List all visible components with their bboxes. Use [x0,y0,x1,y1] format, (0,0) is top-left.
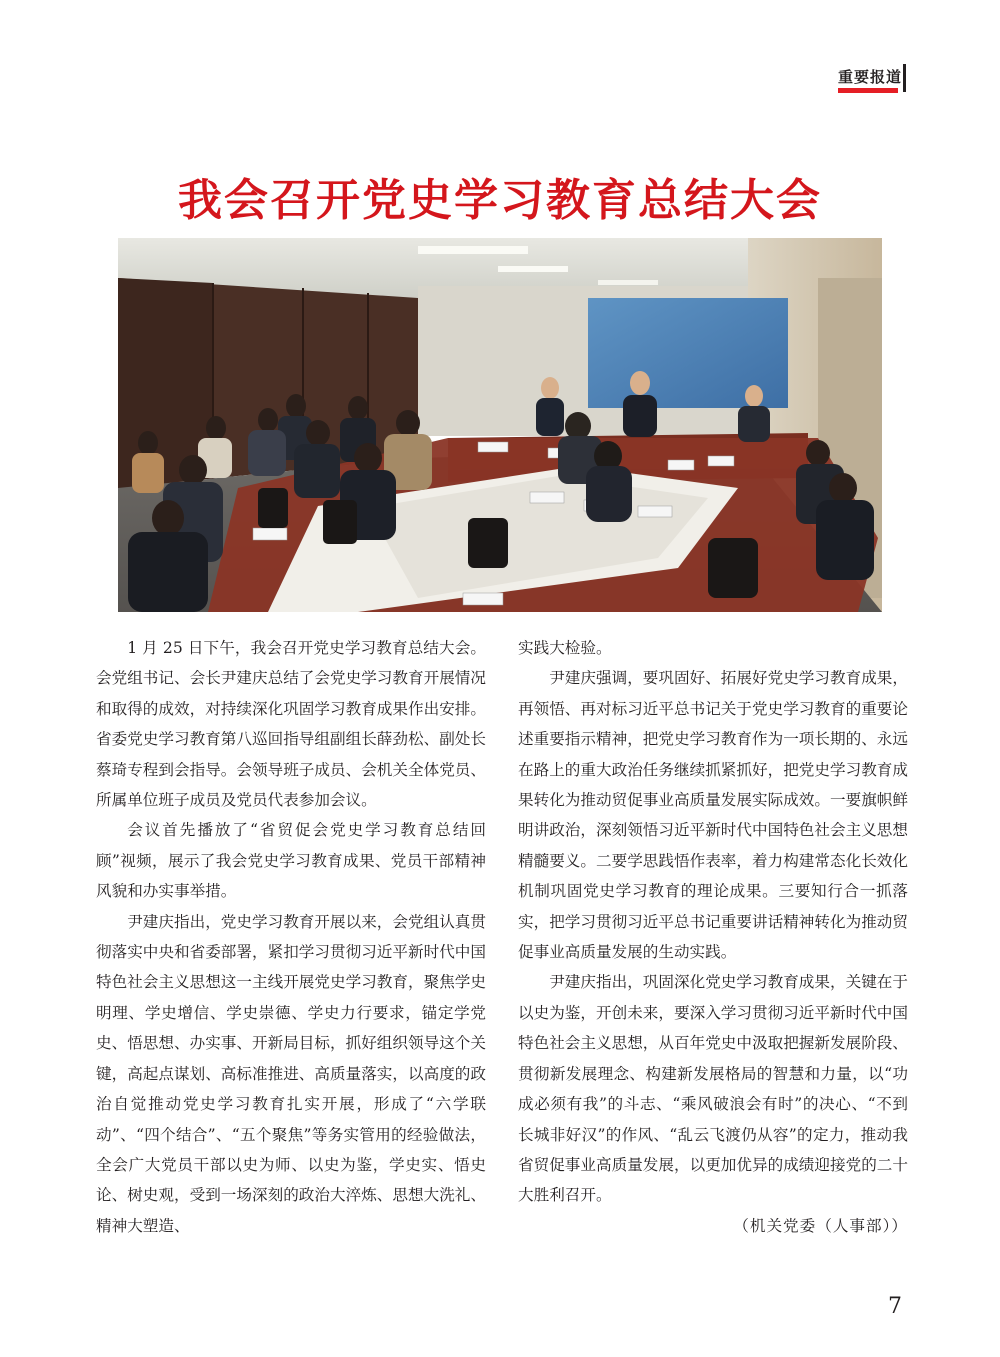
article-paragraph-continuation: 实践大检验。 [518,639,612,657]
section-tag [838,64,910,96]
article-paragraph: 1 月 25 日下午，我会召开党史学习教育总结大会。会党组书记、会长尹建庆总结了会党史学习教育开展情况和取得的成效，对持续深化巩固学习教育成果作出安排。省委党史学习教育第八巡回指导组副组长薛劲松、副处长蔡琦专程到会指导。会领导班子成员、会机关全体党员、所属单位班子成员及党员代表参加会议。 [96,639,486,810]
article-paragraph: 尹建庆指出，党史学习教育开展以来，会党组认真贯彻落实中央和省委部署，紧扣学习贯彻习近平新时代中国特色社会主义思想这一主线开展党史学习教育，聚焦学史明理、学史增信、学史崇德、学史力行要求，锚定学党史、悟思想、办实事、开新局目标，抓好组织领导这个关键，高起点谋划、高标准推进、高质量落实，以高度的政治自觉推动党史学习教育扎实开展，形成了“六学联动”、“四个结合”、“五个聚焦”等务实管用的经验做法，全会广大党员干部以史为师、以史为鉴，学史实、悟史论、树史观，受到一场深刻的政治大淬炼、思想大洗礼、精神大塑造、 [96,912,486,1235]
ceiling-light [498,266,568,272]
article-paragraph: 尹建庆指出，巩固深化党史学习教育成果，关键在于以史为鉴，开创未来，要深入学习贯彻习近平新时代中国特色社会主义思想，从百年党史中汲取把握新发展阶段、贯彻新发展理念、构建新发展格局的智慧和力量，以“功成必须有我”的斗志、“乘风破浪会有时”的决心、“不到长城非好汉”的作风、“乱云飞渡仍从容”的定力，推动我省贸促事业高质量发展，以更加优异的成绩迎接党的二十大胜利召开。 [518,973,908,1205]
page-number: 7 [888,1294,902,1319]
article-body-left-column [96,633,486,1241]
article-paragraph: 尹建庆强调，要巩固好、拓展好党史学习教育成果，再领悟、再对标习近平总书记关于党史学习教育的重要论述重要指示精神，把党史学习教育作为一项长期的、永远在路上的重大政治任务继续抓紧抓好，把党史学习教育成果转化为推动贸促事业高质量发展实际成效。一要旗帜鲜明讲政治，深刻领悟习近平新时代中国特色社会主义思想精髓要义。二要学思践悟作表率，着力构建常态化长效化机制巩固党史学习教育的理论成果。三要知行合一抓落实，把学习贯彻习近平总书记重要讲话精神转化为推动贸促事业高质量发展的生动实践。 [518,669,908,962]
article-paragraph: 会议首先播放了“省贸促会党史学习教育总结回顾”视频，展示了我会党史学习教育成果、党员干部精神风貌和办实事举措。 [96,821,486,901]
article-body-right-column [518,633,908,1241]
section-divider-line [903,64,906,92]
meeting-photo [118,238,882,612]
section-accent-bar [838,88,898,93]
ceiling-light [598,280,658,285]
ceiling-light [418,246,528,254]
article-title: 我会召开党史学习教育总结大会 [178,175,822,226]
section-label: 重要报道 [838,68,903,86]
article-signature: （机关党委（人事部）） [733,1216,908,1235]
